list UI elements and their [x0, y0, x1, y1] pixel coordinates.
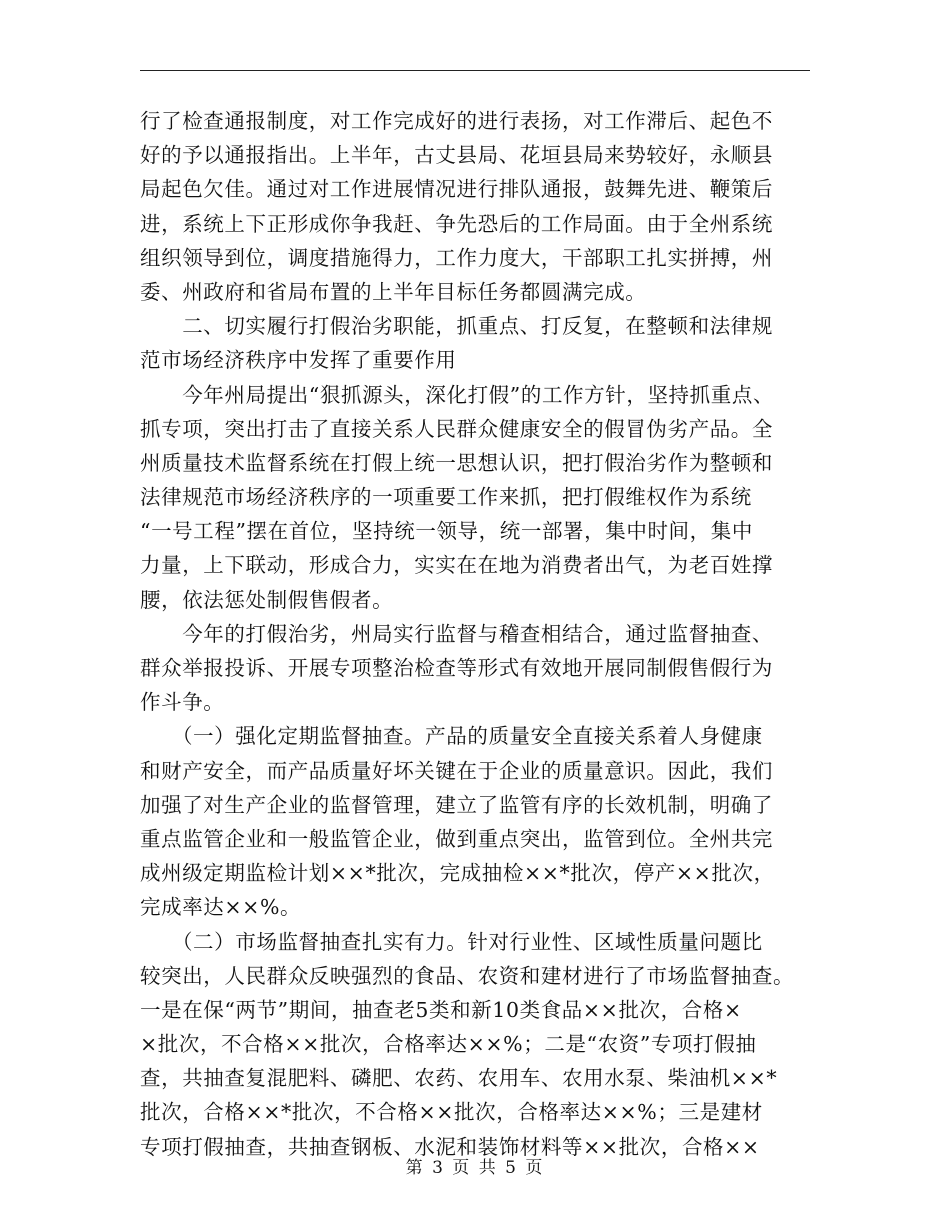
text-line: 重点监管企业和一般监管企业，做到重点突出，监管到位。全州共完: [140, 826, 773, 851]
text-line: 进，系统上下正形成你争我赶、争先恐后的工作局面。由于全州系统: [140, 211, 773, 236]
section-heading-line: 范市场经济秩序中发挥了重要作用: [140, 348, 457, 373]
text-line: 法律规范市场经济秩序的一项重要工作来抓，把打假维权作为系统: [140, 485, 752, 510]
subsection-line: （二）市场监督抽查扎实有力。针对行业性、区域性质量问题比: [140, 929, 763, 954]
text-line: 专项打假抽查，共抽查钢板、水泥和装饰材料等××批次，合格××: [140, 1134, 760, 1159]
text-line: 批次，合格××*批次，不合格××批次，合格率达××%；三是建材: [140, 1100, 763, 1125]
text-line: 完成率达××%。: [140, 895, 302, 920]
text-line: 今年州局提出“狠抓源头，深化打假”的工作方针，坚持抓重点、: [140, 382, 775, 407]
text-line: 抓专项，突出打击了直接关系人民群众健康安全的假冒伪劣产品。全: [140, 416, 773, 441]
text-line: 查，共抽查复混肥料、磷肥、农药、农用车、农用水泵、柴油机××*: [140, 1066, 778, 1091]
text-line: 组织领导到位，调度措施得力，工作力度大，干部职工扎实拼搏，州: [140, 245, 773, 270]
text-line: 局起色欠佳。通过对工作进展情况进行排队通报，鼓舞先进、鞭策后: [140, 177, 773, 202]
text-line: 委、州政府和省局布置的上半年目标任务都圆满完成。: [140, 279, 647, 304]
text-line: 腰，依法惩处制假售假者。: [140, 587, 394, 612]
text-line: 加强了对生产企业的监督管理，建立了监管有序的长效机制，明确了: [140, 792, 773, 817]
text-line: 州质量技术监督系统在打假上统一思想认识，把打假治劣作为整顿和: [140, 450, 773, 475]
text-line: “一号工程”摆在首位，坚持统一领导，统一部署，集中时间，集中: [140, 519, 753, 544]
document-body: [140, 104, 820, 1164]
subsection-line: （一）强化定期监督抽查。产品的质量安全直接关系着人身健康: [140, 724, 763, 749]
section-heading-line: 二、切实履行打假治劣职能，抓重点、打反复，在整顿和法律规: [140, 314, 773, 339]
text-line: 一是在保“两节”期间，抽查老5类和新10类食品××批次，合格×: [140, 997, 742, 1022]
text-line: 好的予以通报指出。上半年，古丈县局、花垣县局来势较好，永顺县: [140, 143, 773, 168]
text-line: 较突出，人民群众反映强烈的食品、农资和建材进行了市场监督抽查。: [140, 963, 795, 988]
text-line: 和财产安全，而产品质量好坏关键在于企业的质量意识。因此，我们: [140, 758, 773, 783]
page-number-footer: 第 3 页 共 5 页: [405, 1158, 545, 1178]
header-rule: [140, 70, 810, 71]
text-line: 作斗争。: [140, 690, 225, 715]
text-line: 今年的打假治劣，州局实行监督与稽查相结合，通过监督抽查、: [140, 621, 773, 646]
text-line: ×批次，不合格××批次，合格率达××%；二是“农资”专项打假抽: [140, 1032, 757, 1057]
text-line: 成州级定期监检计划××*批次，完成抽检××*批次，停产××批次，: [140, 861, 775, 886]
text-line: 群众举报投诉、开展专项整治检查等形式有效地开展同制假售假行为: [140, 656, 773, 680]
text-line: 行了检查通报制度，对工作完成好的进行表扬，对工作滞后、起色不: [140, 109, 773, 133]
text-line: 力量，上下联动，形成合力，实实在在地为消费者出气，为老百姓撑: [140, 553, 773, 578]
